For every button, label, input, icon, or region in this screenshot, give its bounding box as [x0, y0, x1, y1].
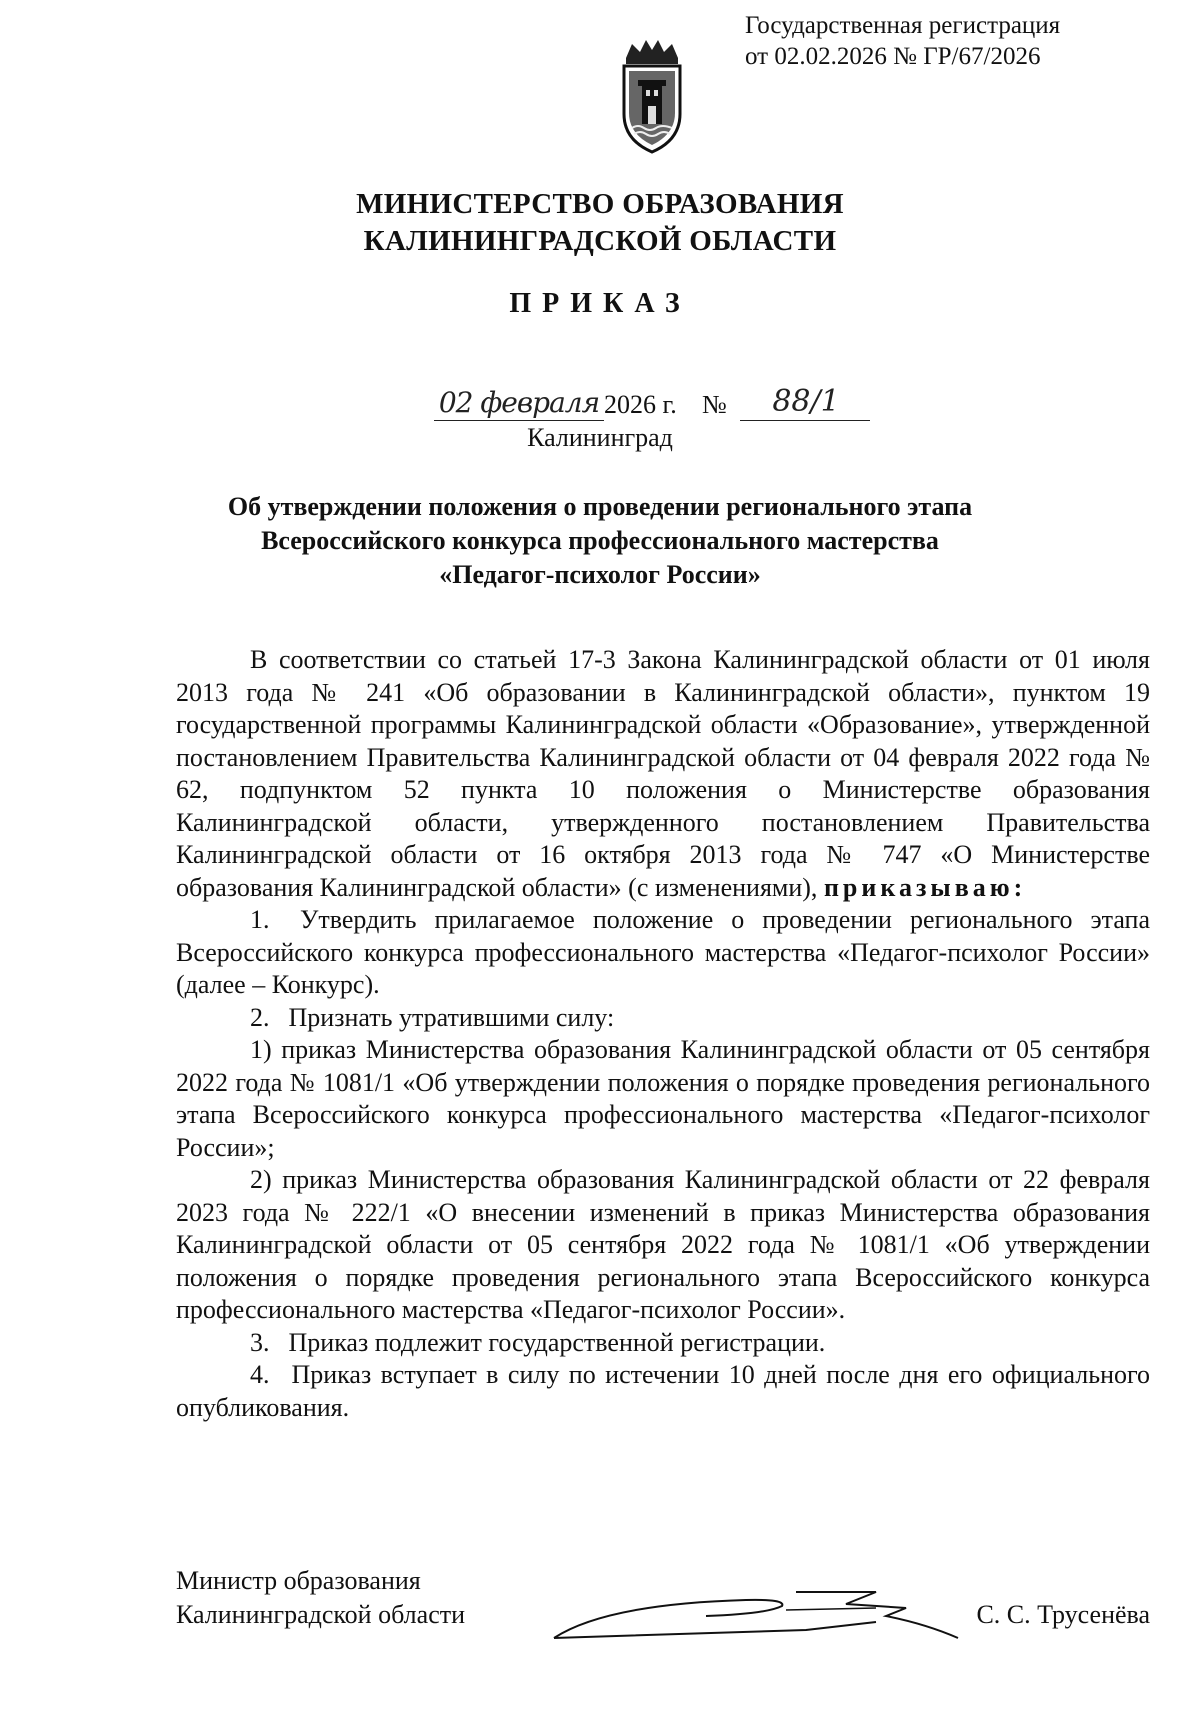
handwritten-signature-icon	[546, 1564, 966, 1644]
item-1-text: Утвердить прилагаемое положение о проведении регионального этапа Всероссийского конкурса профессионального мастерства «Педагог-психолог России» (далее – Конкурс).	[176, 905, 1150, 999]
coat-of-arms-icon	[616, 36, 688, 156]
organization-title	[0, 186, 1200, 260]
signatory-position	[176, 1564, 465, 1632]
item-2-number: 2.	[250, 1002, 270, 1032]
number-sign: №	[702, 390, 727, 419]
subitem-1-text: приказ Министерства образования Калининградской области от 05 сентября 2022 года № 1081/1 «Об утверждении положения о порядке проведения регионального этапа Всероссийского конкурса профессионального мастерства «Педагог-психолог России»;	[176, 1035, 1150, 1162]
item-3-text: Приказ подлежит государственной регистрации.	[288, 1327, 826, 1357]
registration-line-2: от 02.02.2026 № ГР/67/2026	[745, 43, 1041, 70]
signature-block	[176, 1564, 1150, 1644]
subject-line-2: Всероссийского конкурса профессионального мастерства	[261, 526, 939, 555]
subitem-1-number: 1)	[250, 1035, 272, 1064]
preamble-text: В соответствии со статьей 17-3 Закона Калининградской области от 01 июля 2013 года № 241 «Об образовании в Калининградской области», пунктом 19 государственной программы Калининградской области «Образование», утвержденной постановлением Правительства Калининградской области от 04 февраля 2022 года № 62, подпунктом 52 пункта 10 положения о Министерстве образования Калининградской области, утвержденного постановлением Правительства Калининградской области от 16 октября 2013 года № 747 «О Министерстве образования Калининградской области» (с изменениями),	[176, 645, 1150, 902]
subject-line-1: Об утверждении положения о проведении регионального этапа	[227, 492, 973, 521]
order-date-number-line	[434, 386, 894, 426]
preamble-paragraph	[176, 644, 1150, 904]
order-city: Калининград	[527, 423, 673, 452]
organization-line-2: КАЛИНИНГРАДСКОЙ ОБЛАСТИ	[363, 225, 837, 257]
registration-stamp	[745, 10, 1060, 72]
signatory-position-line-1: Министр образования	[176, 1566, 421, 1595]
subitem-1	[176, 1034, 1150, 1164]
subject-line-3: «Педагог-психолог России»	[439, 560, 761, 589]
signatory-name: С. С. Трусенёва	[976, 1600, 1150, 1629]
item-1	[176, 904, 1150, 1002]
order-subject	[0, 490, 1200, 592]
order-body	[176, 644, 1150, 1424]
subitem-2-number: 2)	[250, 1165, 272, 1194]
subitem-2	[176, 1164, 1150, 1327]
organization-line-1: МИНИСТЕРСТВО ОБРАЗОВАНИЯ	[356, 188, 844, 220]
item-1-number: 1.	[250, 905, 270, 934]
number-underline	[740, 420, 870, 421]
handwritten-order-number: 88/1	[772, 384, 840, 419]
signatory-position-line-2: Калининградской области	[176, 1600, 466, 1629]
document-type: ПРИКАЗ	[509, 288, 691, 319]
order-verb: приказываю:	[823, 872, 1027, 902]
order-year: 2026 г.	[604, 390, 677, 419]
registration-line-1: Государственная регистрация	[745, 12, 1061, 39]
item-4-text: Приказ вступает в силу по истечении 10 дней после дня его официального опубликования.	[176, 1360, 1150, 1422]
handwritten-date: 02 февраля	[438, 386, 600, 419]
item-4	[176, 1359, 1150, 1424]
item-4-number: 4.	[250, 1360, 270, 1389]
item-3	[176, 1327, 1150, 1360]
item-3-number: 3.	[250, 1327, 270, 1357]
item-2-text: Признать утратившими силу:	[288, 1002, 615, 1032]
date-underline	[434, 420, 604, 421]
item-2	[176, 1002, 1150, 1035]
subitem-2-text: приказ Министерства образования Калининградской области от 22 февраля 2023 года № 222/1 «О внесении изменений в приказ Министерства образования Калининградской области от 05 сентября 2022 года № 1081/1 «Об утверждении положения о порядке проведения регионального этапа Всероссийского конкурса профессионального мастерства «Педагог-психолог России».	[176, 1165, 1150, 1324]
